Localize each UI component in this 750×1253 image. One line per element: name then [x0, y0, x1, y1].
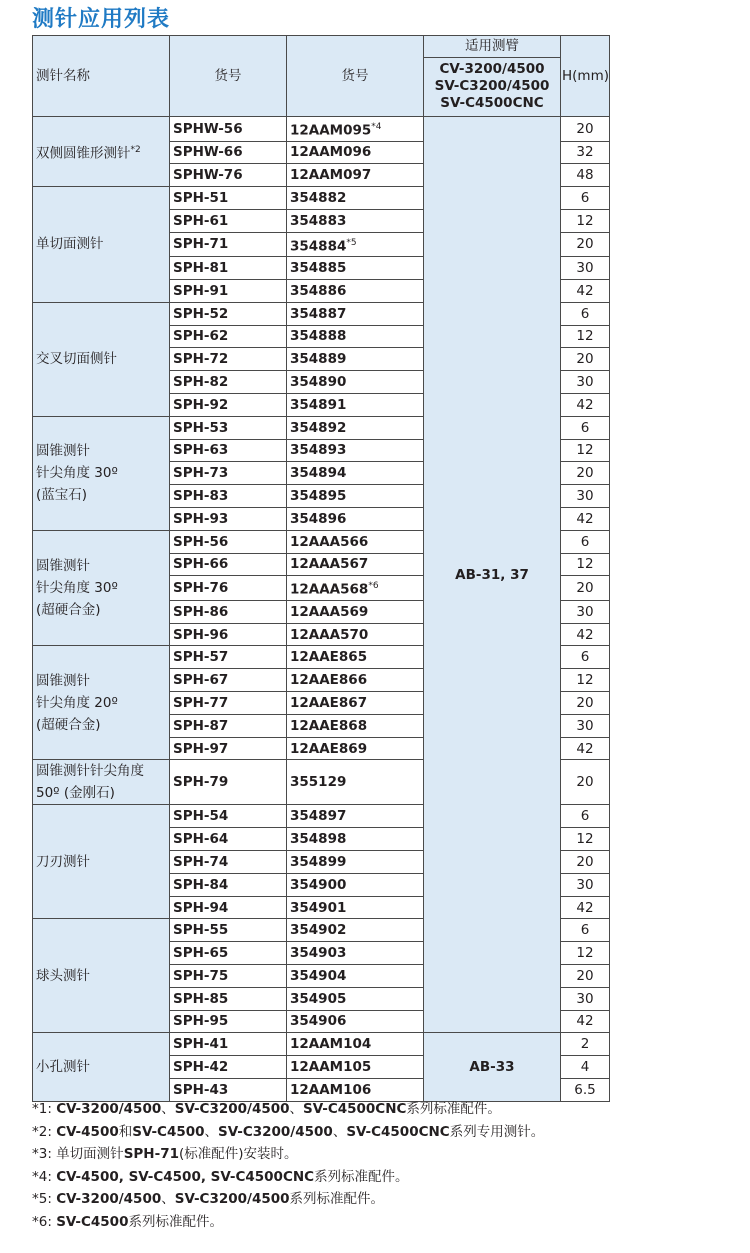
arm-model-label: SV-C3200/4500: [434, 78, 550, 95]
height-value: 20: [561, 232, 610, 257]
part-code: 354906: [287, 1010, 424, 1033]
part-code: 12AAM097: [287, 164, 424, 187]
part-code: 12AAM104: [287, 1033, 424, 1056]
height-value: 6: [561, 187, 610, 210]
footnote-line: *6: SV-C4500系列标准配件。: [32, 1213, 223, 1230]
height-value: 12: [561, 942, 610, 965]
height-value: 30: [561, 987, 610, 1010]
stylus-model: SPH-76: [170, 576, 287, 601]
header-arm-title: 适用测臂: [424, 36, 561, 58]
page-title: 测针应用列表: [32, 7, 171, 32]
part-code: 354883: [287, 209, 424, 232]
part-code: 12AAA569: [287, 600, 424, 623]
part-code: 354897: [287, 805, 424, 828]
stylus-model: SPHW-56: [170, 117, 287, 142]
part-code: 354889: [287, 348, 424, 371]
part-code: 354891: [287, 393, 424, 416]
height-value: 42: [561, 623, 610, 646]
stylus-name: 单切面测针: [33, 187, 170, 303]
height-value: 12: [561, 325, 610, 348]
stylus-model: SPH-81: [170, 257, 287, 280]
stylus-name: 圆锥测针 针尖角度 30º (蓝宝石): [33, 416, 170, 530]
stylus-model: SPH-55: [170, 919, 287, 942]
arm-model-label: SV-C4500CNC: [440, 95, 544, 112]
stylus-model: SPH-53: [170, 416, 287, 439]
stylus-name: 圆锥测针 针尖角度 20º (超硬合金): [33, 646, 170, 760]
height-value: 12: [561, 669, 610, 692]
height-value: 6: [561, 302, 610, 325]
height-value: 30: [561, 600, 610, 623]
height-value: 6: [561, 805, 610, 828]
height-value: 20: [561, 692, 610, 715]
height-value: 4: [561, 1056, 610, 1079]
part-code: 12AAA568$^{*6}$: [287, 576, 424, 601]
stylus-model: SPHW-76: [170, 164, 287, 187]
stylus-model: SPH-41: [170, 1033, 287, 1056]
height-value: 30: [561, 371, 610, 394]
part-code: 354890: [287, 371, 424, 394]
height-value: 20: [561, 965, 610, 988]
height-value: 12: [561, 553, 610, 576]
part-code: 12AAM106: [287, 1078, 424, 1101]
part-code: 354893: [287, 439, 424, 462]
header-stylus-name: 测针名称: [33, 36, 170, 117]
stylus-name: 小孔测针: [33, 1033, 170, 1101]
stylus-model: SPH-54: [170, 805, 287, 828]
height-value: 12: [561, 209, 610, 232]
stylus-model: SPH-77: [170, 692, 287, 715]
stylus-model: SPH-52: [170, 302, 287, 325]
stylus-name: 交叉切面侧针: [33, 302, 170, 416]
stylus-model: SPH-42: [170, 1056, 287, 1079]
stylus-model: SPH-97: [170, 737, 287, 760]
height-value: 32: [561, 141, 610, 164]
stylus-model: SPH-75: [170, 965, 287, 988]
footnote-ref: *6: [368, 581, 379, 592]
stylus-name: 圆锥测针 针尖角度 30º (超硬合金): [33, 530, 170, 646]
part-code: 354896: [287, 507, 424, 530]
height-value: 6: [561, 919, 610, 942]
stylus-model: SPH-57: [170, 646, 287, 669]
footnote-line: *1: CV-3200/4500、SV-C3200/4500、SV-C4500CNC系列标准配件。: [32, 1101, 501, 1117]
height-value: 30: [561, 257, 610, 280]
height-value: 42: [561, 507, 610, 530]
part-code: 354903: [287, 942, 424, 965]
footnote-ref: *5: [346, 237, 357, 248]
stylus-model: SPH-74: [170, 851, 287, 874]
part-code: 354892: [287, 416, 424, 439]
header-height: H(mm): [561, 36, 610, 117]
stylus-name: 球头测针: [33, 919, 170, 1033]
part-code: 354885: [287, 257, 424, 280]
part-code: 354886: [287, 279, 424, 302]
arm-model-label: CV-3200/4500: [439, 61, 545, 78]
arm-cell: AB-31, 37: [424, 117, 561, 1033]
height-value: 30: [561, 714, 610, 737]
height-value: 42: [561, 1010, 610, 1033]
height-value: 6: [561, 530, 610, 553]
part-code: 12AAA566: [287, 530, 424, 553]
part-code: 354899: [287, 851, 424, 874]
part-code: 354904: [287, 965, 424, 988]
part-code: 12AAA570: [287, 623, 424, 646]
header-code: 货号: [287, 36, 424, 117]
part-code: 354882: [287, 187, 424, 210]
stylus-table: [32, 35, 610, 1102]
part-code: 12AAM105: [287, 1056, 424, 1079]
stylus-model: SPH-65: [170, 942, 287, 965]
table-row: [33, 1033, 610, 1056]
stylus-model: SPH-79: [170, 760, 287, 805]
part-code: 354884$^{*5}$: [287, 232, 424, 257]
height-value: 42: [561, 896, 610, 919]
stylus-model: SPH-51: [170, 187, 287, 210]
footnote-line: *3: 单切面测针SPH-71(标准配件)安装时。: [32, 1146, 298, 1162]
stylus-name: 刀刃测针: [33, 805, 170, 919]
footnote-line: *4: CV-4500, SV-C4500, SV-C4500CNC系列标准配件。: [32, 1168, 409, 1185]
part-code: 355129: [287, 760, 424, 805]
stylus-model: SPH-61: [170, 209, 287, 232]
stylus-model: SPH-62: [170, 325, 287, 348]
stylus-model: SPH-56: [170, 530, 287, 553]
stylus-model: SPHW-66: [170, 141, 287, 164]
part-code: 12AAE868: [287, 714, 424, 737]
stylus-model: SPH-64: [170, 828, 287, 851]
height-value: 30: [561, 873, 610, 896]
height-value: 12: [561, 439, 610, 462]
stylus-model: SPH-67: [170, 669, 287, 692]
header-code: 货号: [170, 36, 287, 117]
footnotes: [32, 1098, 544, 1233]
stylus-model: SPH-94: [170, 896, 287, 919]
stylus-name: 圆锥测针针尖角度 50º (金刚石): [33, 760, 170, 805]
part-code: 12AAM095$^{*4}$: [287, 117, 424, 142]
part-code: 354888: [287, 325, 424, 348]
height-value: 42: [561, 737, 610, 760]
footnote-ref: *4: [371, 122, 382, 132]
stylus-name: 双侧圆锥形测针$^{*2}$: [33, 117, 170, 187]
height-value: 42: [561, 393, 610, 416]
part-code: 12AAM096: [287, 141, 424, 164]
header-arm-models: [424, 57, 561, 116]
part-code: 354894: [287, 462, 424, 485]
footnote-ref: *2: [130, 144, 141, 155]
height-value: 20: [561, 117, 610, 142]
height-value: 6: [561, 416, 610, 439]
part-code: 354898: [287, 828, 424, 851]
stylus-model: SPH-96: [170, 623, 287, 646]
footnote-line: *5: CV-3200/4500、SV-C3200/4500系列标准配件。: [32, 1191, 385, 1207]
stylus-model: SPH-43: [170, 1078, 287, 1101]
height-value: 42: [561, 279, 610, 302]
part-code: 12AAE869: [287, 737, 424, 760]
stylus-model: SPH-66: [170, 553, 287, 576]
stylus-model: SPH-83: [170, 485, 287, 508]
stylus-model: SPH-86: [170, 600, 287, 623]
stylus-model: SPH-93: [170, 507, 287, 530]
stylus-model: SPH-91: [170, 279, 287, 302]
height-value: 20: [561, 760, 610, 805]
table-row: [33, 117, 610, 142]
part-code: 12AAE865: [287, 646, 424, 669]
height-value: 20: [561, 576, 610, 601]
part-code: 12AAA567: [287, 553, 424, 576]
stylus-model: SPH-71: [170, 232, 287, 257]
footnote-line: *2: CV-4500和SV-C4500、SV-C3200/4500、SV-C4500CNC系列专用测针。: [32, 1123, 545, 1140]
height-value: 30: [561, 485, 610, 508]
height-value: 6: [561, 646, 610, 669]
height-value: 6.5: [561, 1078, 610, 1101]
part-code: 354895: [287, 485, 424, 508]
part-code: 12AAE867: [287, 692, 424, 715]
stylus-model: SPH-95: [170, 1010, 287, 1033]
height-value: 48: [561, 164, 610, 187]
part-code: 354900: [287, 873, 424, 896]
stylus-model: SPH-87: [170, 714, 287, 737]
stylus-model: SPH-82: [170, 371, 287, 394]
part-code: 354902: [287, 919, 424, 942]
stylus-model: SPH-72: [170, 348, 287, 371]
stylus-model: SPH-73: [170, 462, 287, 485]
height-value: 20: [561, 348, 610, 371]
stylus-model: SPH-92: [170, 393, 287, 416]
stylus-model: SPH-85: [170, 987, 287, 1010]
height-value: 20: [561, 462, 610, 485]
arm-cell: AB-33: [424, 1033, 561, 1101]
stylus-model: SPH-84: [170, 873, 287, 896]
part-code: 354901: [287, 896, 424, 919]
stylus-model: SPH-63: [170, 439, 287, 462]
part-code: 354905: [287, 987, 424, 1010]
height-value: 2: [561, 1033, 610, 1056]
height-value: 12: [561, 828, 610, 851]
part-code: 354887: [287, 302, 424, 325]
height-value: 20: [561, 851, 610, 874]
part-code: 12AAE866: [287, 669, 424, 692]
